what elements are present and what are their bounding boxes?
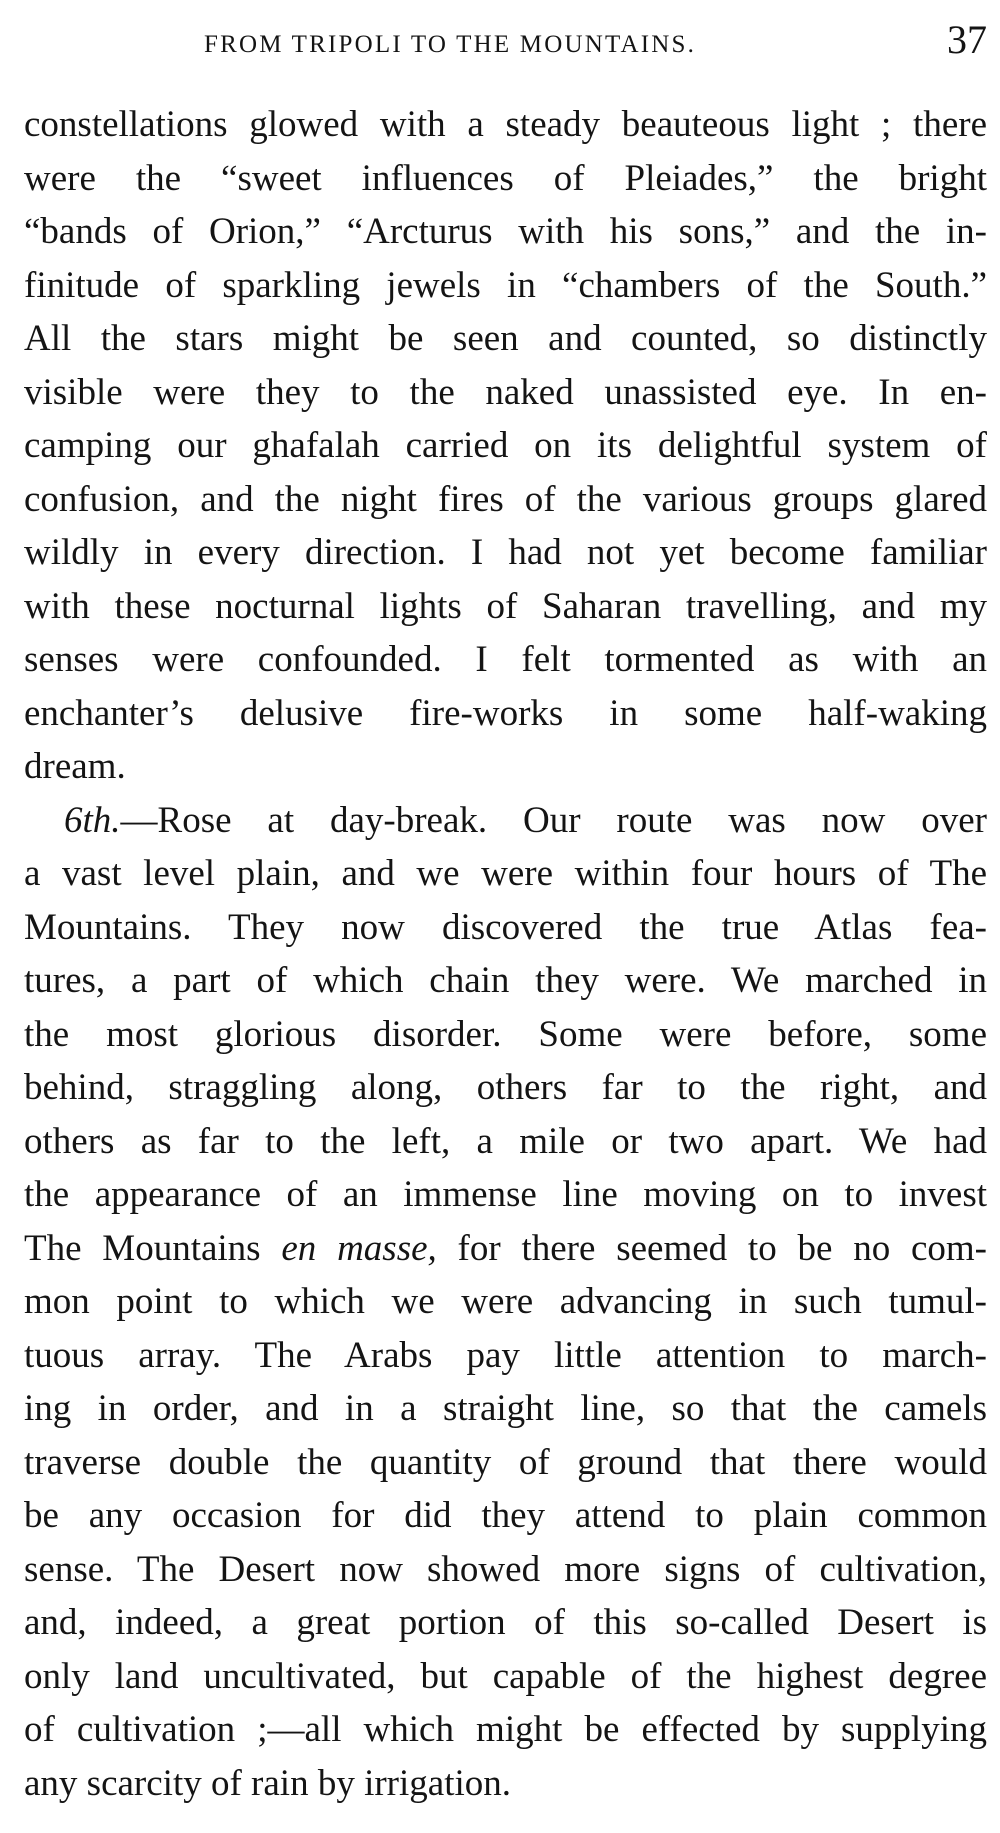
text-line: behind, straggling along, others far to the right, and	[24, 1067, 987, 1108]
text-line: the appearance of an immense line moving on to invest	[24, 1174, 987, 1215]
paragraph-start-line	[24, 794, 987, 848]
book-page	[24, 0, 987, 1833]
text-line: with these nocturnal lights of Saharan travelling, and my	[24, 585, 987, 627]
text-line: dream.	[24, 746, 126, 787]
page-number: 37	[947, 17, 987, 62]
text-line: visible were they to the naked unassisted eye. In en-	[24, 371, 987, 413]
text-line: Mountains. They now discovered the true Atlas fea-	[24, 906, 987, 948]
text-line: only land uncultivated, but capable of the highest degree	[24, 1655, 987, 1697]
text-line: a vast level plain, and we were within four hours of The	[24, 853, 987, 894]
running-header	[24, 14, 987, 64]
text-line: senses were confounded. I felt tormented as with an	[24, 639, 987, 680]
italic-phrase: en masse,	[281, 1227, 437, 1269]
text-line: others as far to the left, a mile or two apart. We had	[24, 1120, 987, 1162]
text-line: mon point to which we were advancing in such tumul-	[24, 1281, 987, 1322]
line-text: The Mountains	[24, 1227, 282, 1269]
text-line: any scarcity of rain by irrigation.	[24, 1762, 511, 1804]
text-line: sense. The Desert now showed more signs of cultivation,	[24, 1548, 987, 1590]
text-line: of cultivation ;—all which might be effected by supplying	[24, 1709, 987, 1750]
text-line: the most glorious disorder. Some were before, some	[24, 1013, 987, 1055]
text-line: and, indeed, a great portion of this so-called Desert is	[24, 1602, 987, 1643]
text-line: camping our ghafalah carried on its delightful system of	[24, 425, 987, 466]
line-text: for there seemed to be no com-	[436, 1227, 987, 1269]
body-text	[24, 98, 987, 1810]
text-line: tures, a part of which chain they were. We marched in	[24, 960, 987, 1001]
text-line: constellations glowed with a steady beauteous light ; there	[24, 104, 987, 145]
text-line: ing in order, and in a straight line, so that the camels	[24, 1388, 987, 1429]
text-line: traverse double the quantity of ground that there would	[24, 1441, 987, 1483]
text-line: confusion, and the night fires of the various groups glared	[24, 478, 987, 520]
text-line: were the “sweet influences of Pleiades,” the bright	[24, 157, 987, 199]
text-line: enchanter’s delusive fire-works in some half-waking	[24, 692, 987, 734]
line-text: —Rose at day-break. Our route was now over	[120, 799, 987, 841]
diary-date: 6th.	[64, 799, 121, 841]
running-title: FROM TRIPOLI TO THE MOUNTAINS.	[204, 31, 697, 58]
text-line: finitude of sparkling jewels in “chambers of the South.”	[24, 264, 987, 306]
text-line: be any occasion for did they attend to plain common	[24, 1495, 987, 1536]
text-line: tuous array. The Arabs pay little attention to march-	[24, 1334, 987, 1376]
text-line: “bands of Orion,” “Arcturus with his sons,” and the in-	[24, 211, 987, 252]
text-line: All the stars might be seen and counted, so distinctly	[24, 318, 987, 359]
text-line-with-italic	[24, 1222, 987, 1276]
text-line: wildly in every direction. I had not yet become familiar	[24, 532, 987, 573]
